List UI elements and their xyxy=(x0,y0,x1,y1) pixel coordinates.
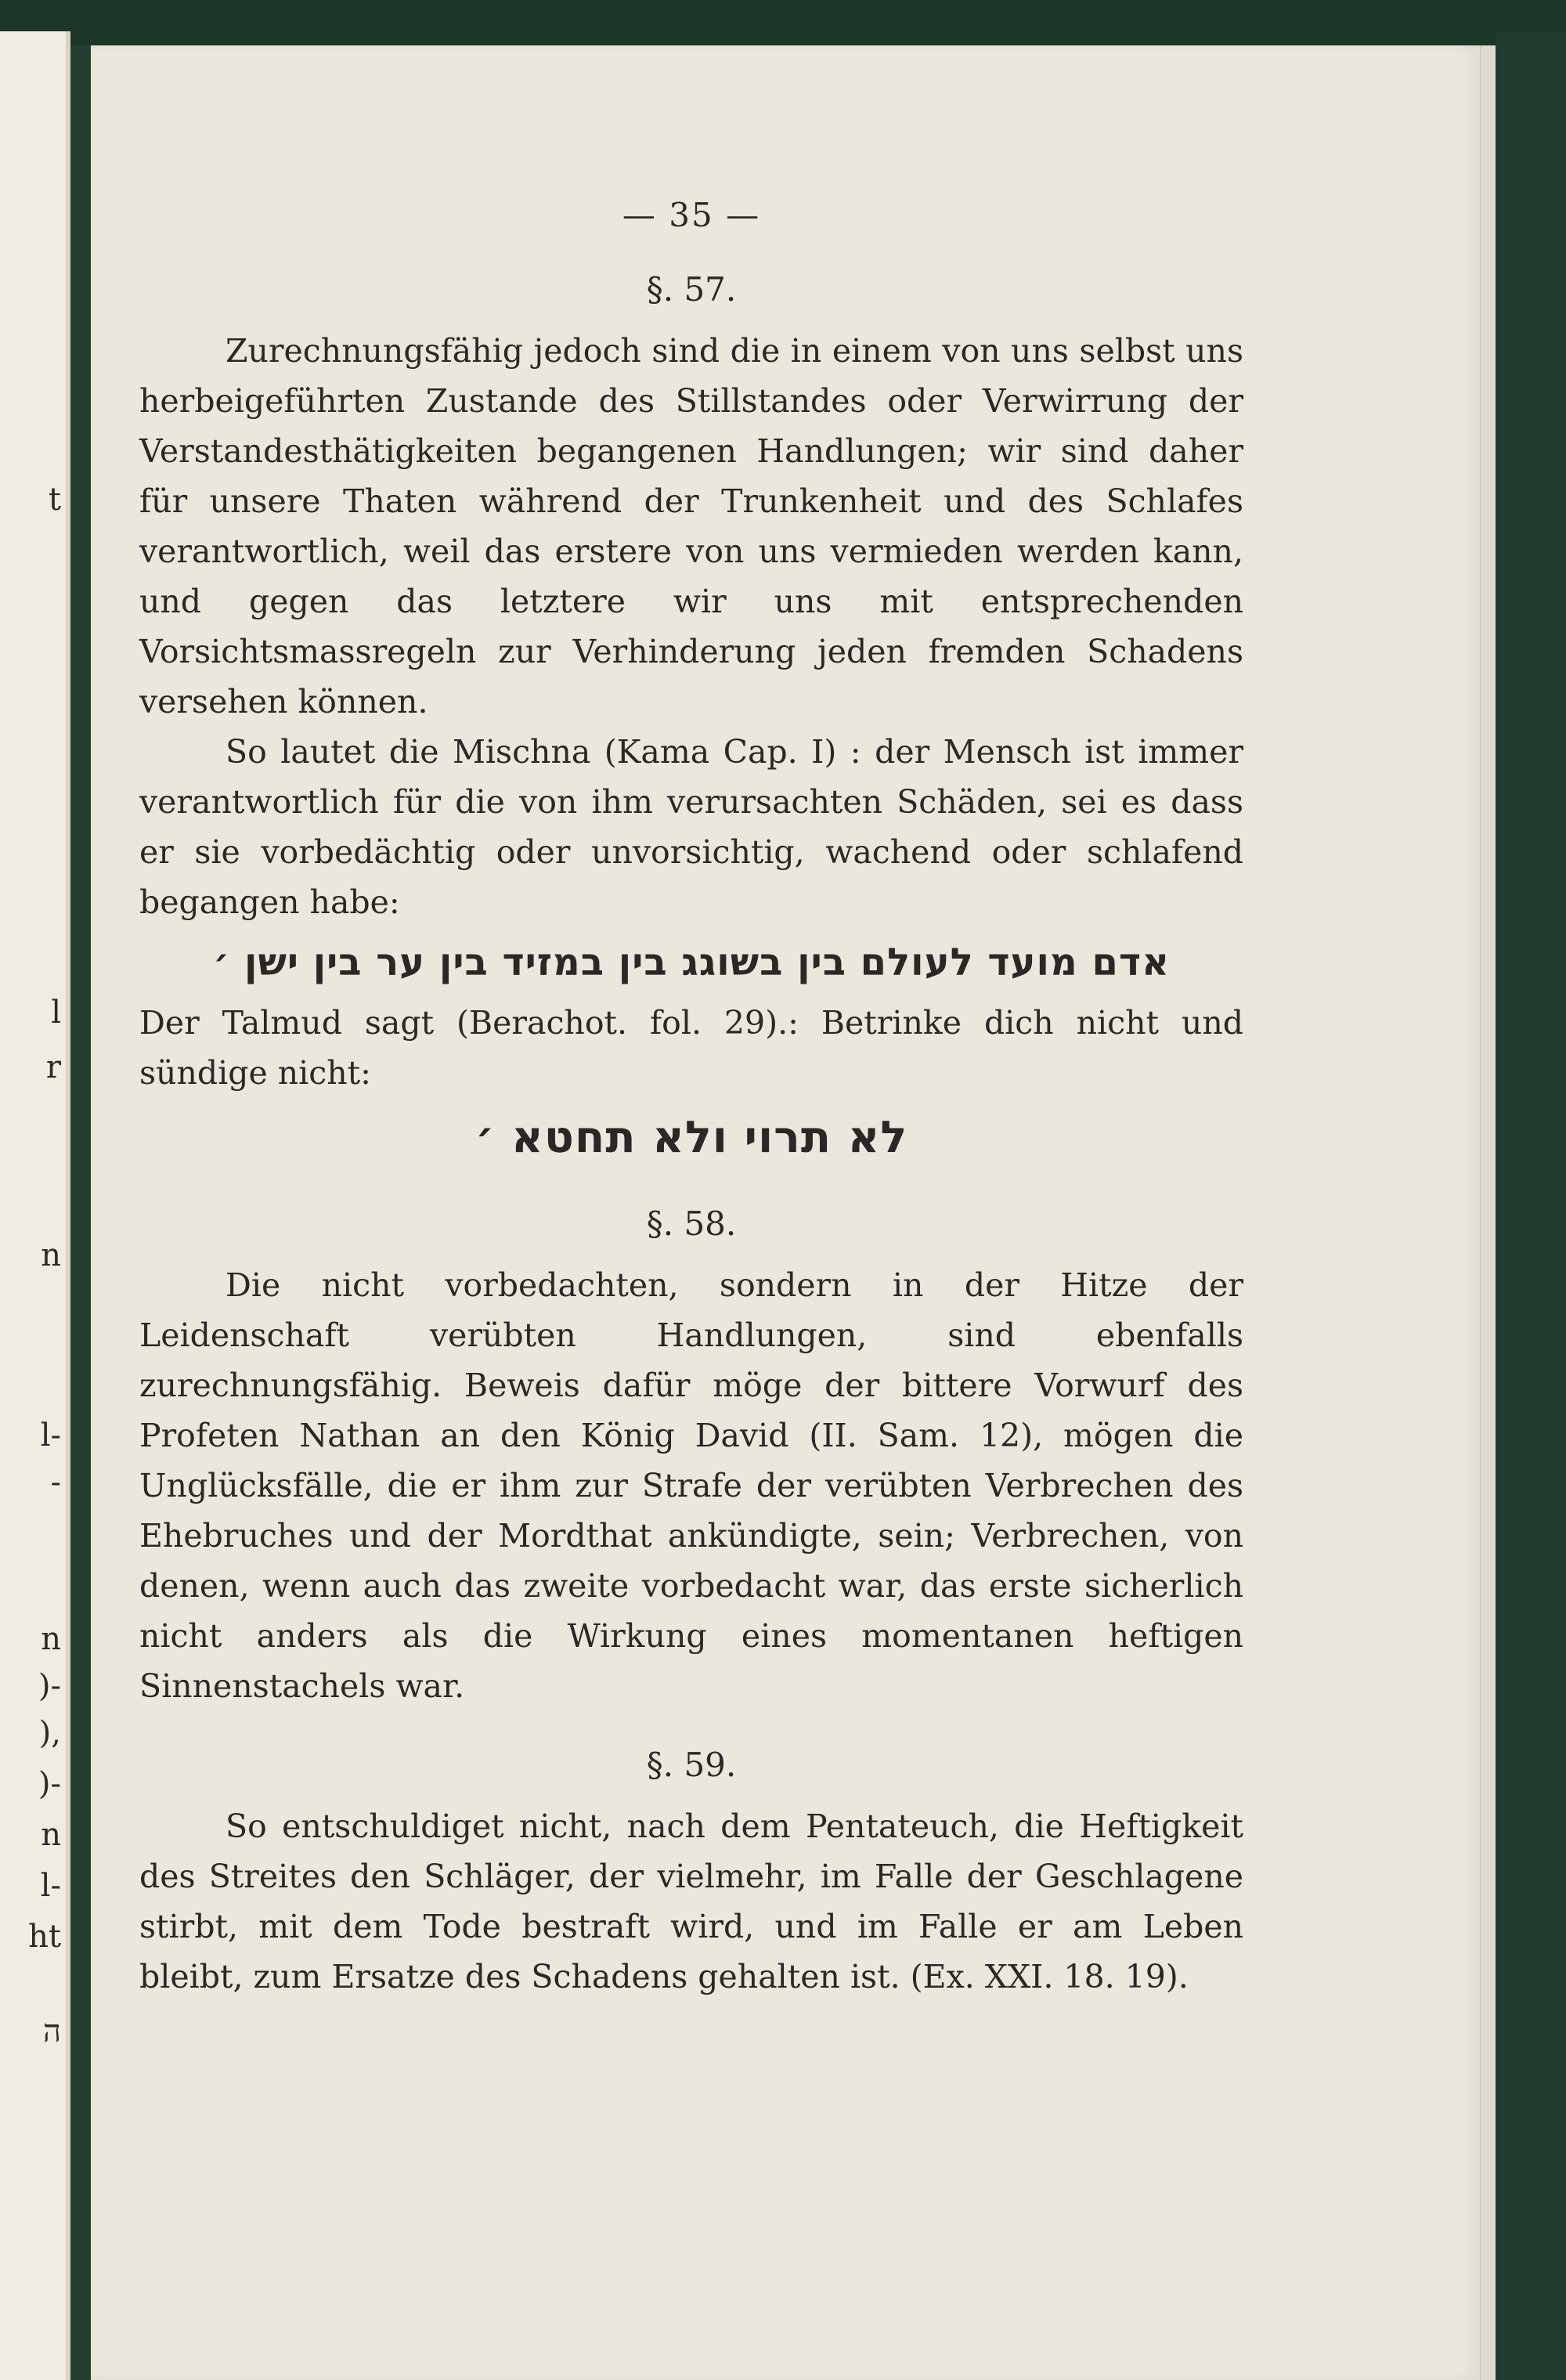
section-heading-58: §. 58. xyxy=(646,1204,737,1243)
fragment: n xyxy=(41,1621,61,1657)
page-number: — 35 — xyxy=(622,196,761,234)
hebrew-quote: לא תרוי ולא תחטא ׳ xyxy=(474,1112,908,1163)
fragment: ht xyxy=(28,1919,61,1955)
section-heading-59: §. 59. xyxy=(646,1746,737,1784)
fragment: n xyxy=(41,1237,61,1273)
book-cover-top xyxy=(0,0,1566,45)
fragment: l xyxy=(51,995,61,1031)
fragment: l- xyxy=(40,1868,61,1904)
paragraph: Zurechnungsfähig jedoch sind die in einem von uns selbst uns herbeigeführten Zustande des Stillstandes oder Verwirrung der Verstandesthätigkeiten begangenen Handlungen; wir sind daher für unsere Thaten während der Trunkenheit und des Schlafes verantwortlich, weil das erstere von uns vermieden werden kann, und gegen das letztere wir uns mit entsprechenden Vorsichtsmassregeln zur Verhinderung jeden fremden Schadens versehen können. xyxy=(139,332,1243,721)
paragraph: So entschuldiget nicht, nach dem Pentateuch, die Heftigkeit des Streites den Schläger, der vielmehr, im Falle der Geschlagene stirbt, mit dem Tode bestraft wird, und im Falle er am Leben bleibt, zum Ersatze des Schadens gehalten ist. (Ex. XXI. 18. 19). xyxy=(139,1808,1243,1995)
fragment: )- xyxy=(38,1668,61,1704)
paragraph: So lautet die Mischna (Kama Cap. I) : der Mensch ist immer verantwortlich für die von ihm verursachten Schäden, sei es dass er sie vorbedächtig oder unvorsichtig, wachend oder schlafend begangen habe: xyxy=(139,733,1243,921)
book-cover-right xyxy=(1496,31,1566,2380)
previous-page-edge xyxy=(0,31,70,2380)
page-text xyxy=(139,196,1243,2002)
hebrew-quote: אדם מועד לעולם בין בשוגג בין במזיד בין ער בין ישן ׳ xyxy=(212,941,1171,984)
fragment: )- xyxy=(38,1766,61,1802)
fragment: r xyxy=(45,1049,61,1085)
fragment: n xyxy=(41,1817,61,1853)
fragment: l- xyxy=(40,1418,61,1454)
page-edge xyxy=(1480,45,1497,2380)
fragment: t xyxy=(48,482,61,518)
section-heading-57: §. 57. xyxy=(646,270,737,309)
paragraph: Die nicht vorbedachten, sondern in der Hitze der Leidenschaft verübten Handlungen, sind ebenfalls zurechnungsfähig. Beweis dafür möge der bittere Vorwurf des Profeten Nathan an den König David (II. Sam. 12), mögen die Unglücksfälle, die er ihm zur Strafe der verübten Verbrechen des Ehebruches und der Mordthat ankündigte, sein; Verbrechen, von denen, wenn auch das zweite vorbedacht war, das erste sicherlich nicht anders als die Wirkung eines momentanen heftigen Sinnenstachels war. xyxy=(139,1266,1243,1705)
fragment: ), xyxy=(38,1715,61,1751)
paragraph: Der Talmud sagt (Berachot. fol. 29).: Betrinke dich nicht und sündige nicht: xyxy=(139,1004,1243,1092)
fragment: - xyxy=(50,1464,61,1501)
fragment: ה xyxy=(42,2013,61,2050)
